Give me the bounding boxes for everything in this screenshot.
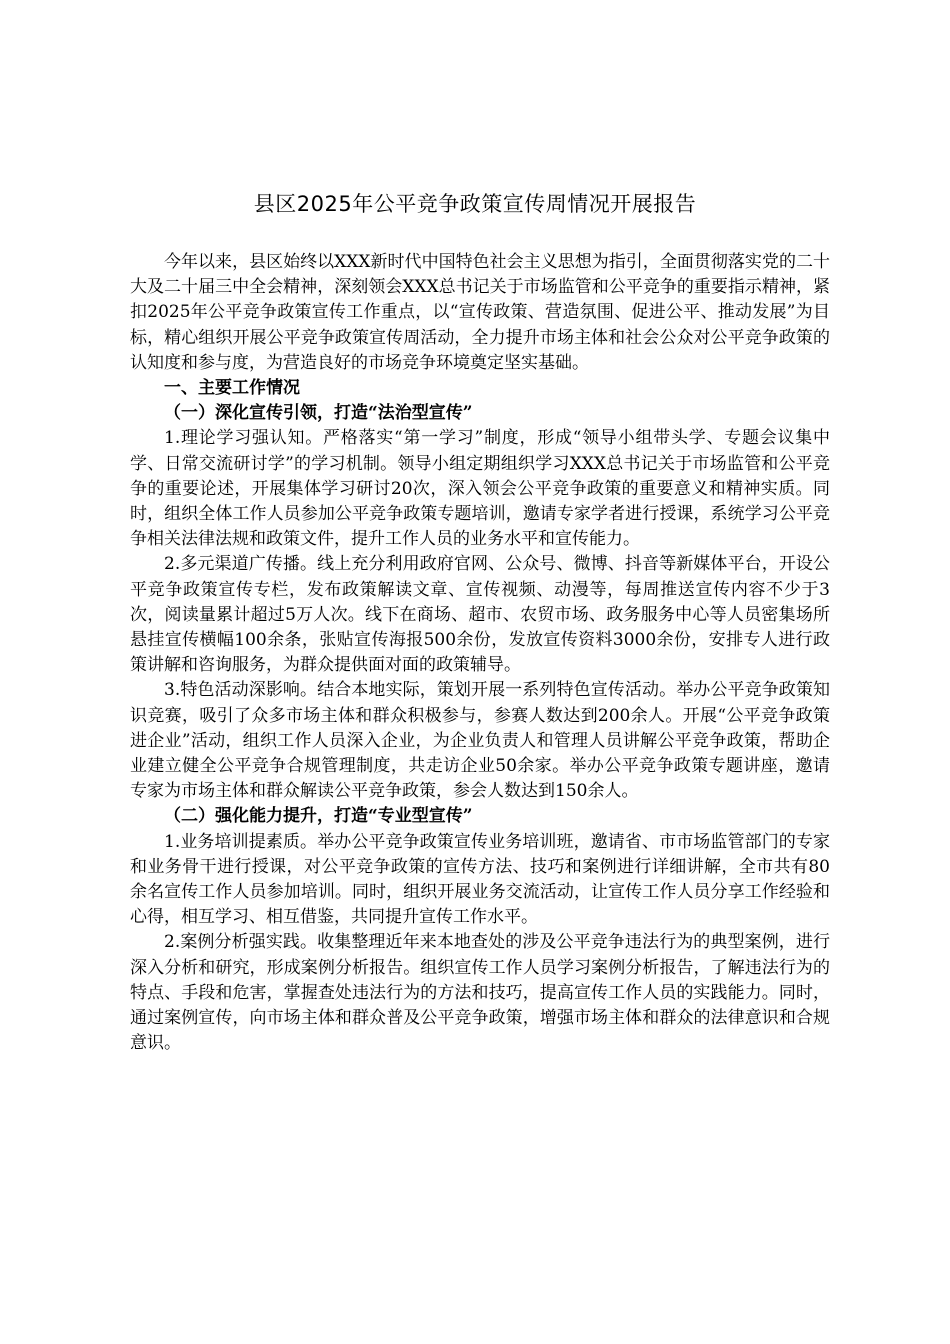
document-body xyxy=(130,250,830,1057)
paragraph-special-activities: 3.特色活动深影响。结合本地实际，策划开展一系列特色宣传活动。举办公平竞争政策知识竞赛，吸引了众多市场主体和群众积极参与，参赛人数达到200余人。开展“公平竞争政策进企业”活动，组织工作人员深入企业，为企业负责人和管理人员讲解公平竞争政策，帮助企业建立健全公平竞争合规管理制度，共走访企业50余家。举办公平竞争政策专题讲座，邀请专家为市场主体和群众解读公平竞争政策，参会人数达到150余人。 xyxy=(130,680,830,802)
paragraph-training: 1.业务培训提素质。举办公平竞争政策宣传业务培训班，邀请省、市市场监管部门的专家和业务骨干进行授课，对公平竞争政策的宣传方法、技巧和案例进行详细讲解，全市共有80余名宣传工作人员参加培训。同时，组织开展业务交流活动，让宣传工作人员分享工作经验和心得，相互学习、相互借鉴，共同提升宣传工作水平。 xyxy=(130,831,830,928)
section-heading-main-work: 一、主要工作情况 xyxy=(164,378,300,399)
document-title: 县区2025年公平竞争政策宣传周情况开展报告 xyxy=(253,192,697,216)
subsection-heading-2: （二）强化能力提升，打造“专业型宣传” xyxy=(164,806,473,827)
paragraph-multi-channel: 2.多元渠道广传播。线上充分利用政府官网、公众号、微博、抖音等新媒体平台，开设公平竞争政策宣传专栏，发布政策解读文章、宣传视频、动漫等，每周推送宣传内容不少于3次，阅读量累计超过5万人次。线下在商场、超市、农贸市场、政务服务中心等人员密集场所悬挂宣传横幅100余条，张贴宣传海报500余份，发放宣传资料3000余份，安排专人进行政策讲解和咨询服务，为群众提供面对面的政策辅导。 xyxy=(130,554,830,676)
paragraph-case-analysis: 2.案例分析强实践。收集整理近年来本地查处的涉及公平竞争违法行为的典型案例，进行深入分析和研究，形成案例分析报告。组织宣传工作人员学习案例分析报告，了解违法行为的特点、手段和危害，掌握查处违法行为的方法和技巧，提高宣传工作人员的实践能力。同时，通过案例宣传，向市场主体和群众普及公平竞争政策，增强市场主体和群众的法律意识和合规意识。 xyxy=(130,932,830,1054)
subsection-heading-1: （一）深化宣传引领，打造“法治型宣传” xyxy=(164,403,473,424)
intro-paragraph: 今年以来，县区始终以XXX新时代中国特色社会主义思想为指引，全面贯彻落实党的二十大及二十届三中全会精神，深刻领会XXX总书记关于市场监管和公平竞争的重要指示精神，紧扣2025年公平竞争政策宣传工作重点，以“宣传政策、营造氛围、促进公平、推动发展”为目标，精心组织开展公平竞争政策宣传周活动，全力提升市场主体和社会公众对公平竞争政策的认知度和参与度，为营造良好的市场竞争环境奠定坚实基础。 xyxy=(130,252,830,373)
paragraph-theory-study: 1.理论学习强认知。严格落实“第一学习”制度，形成“领导小组带头学、专题会议集中学、日常交流研讨学”的学习机制。领导小组定期组织学习XXX总书记关于市场监管和公平竞争的重要论述，开展集体学习研讨20次，深入领会公平竞争政策的重要意义和精神实质。同时，组织全体工作人员参加公平竞争政策专题培训，邀请专家学者进行授课，系统学习公平竞争相关法律法规和政策文件，提升工作人员的业务水平和宣传能力。 xyxy=(130,428,830,550)
